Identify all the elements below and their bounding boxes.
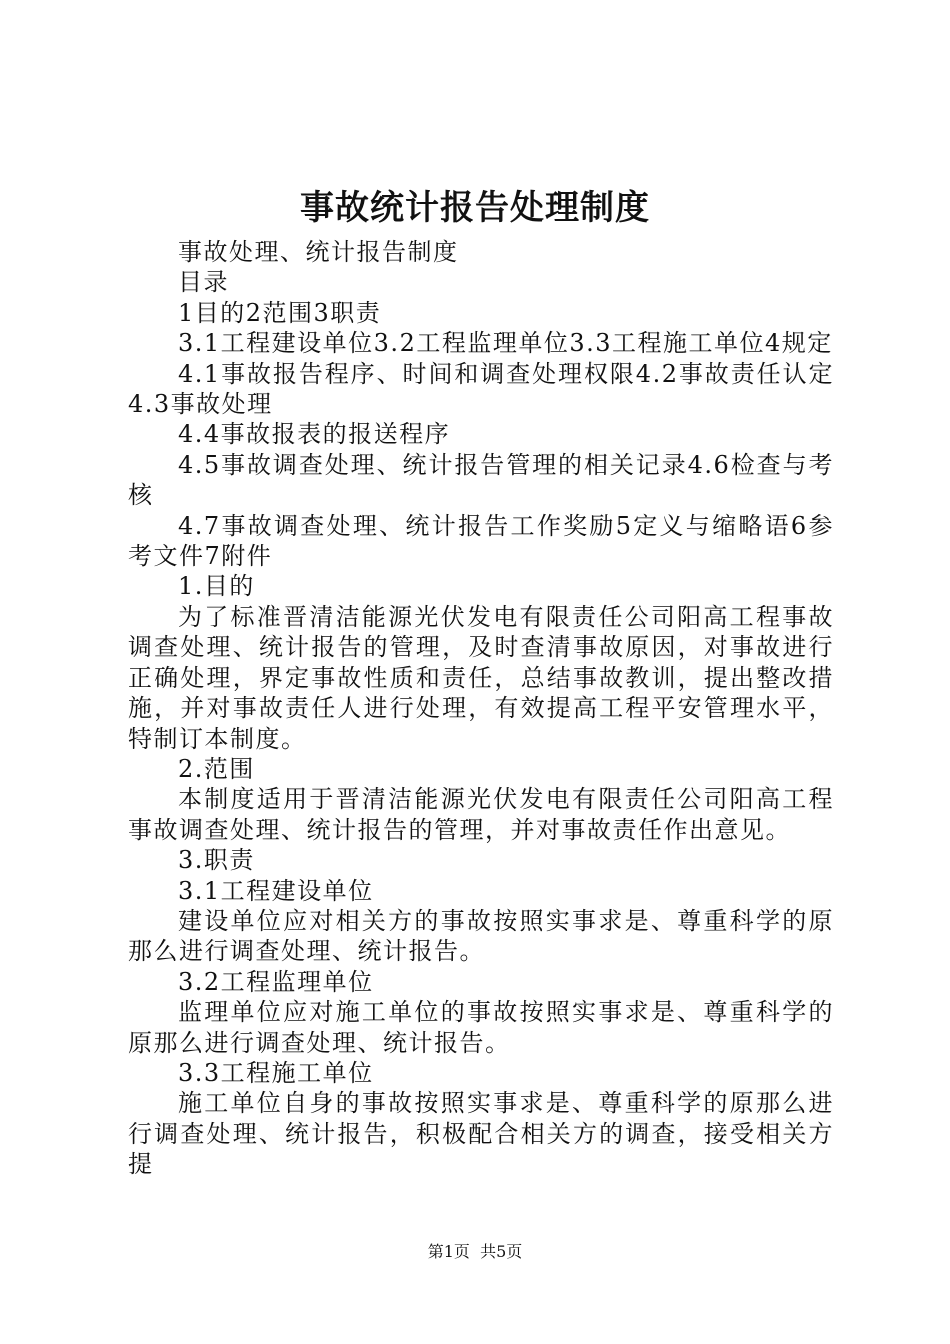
page-footer bbox=[0, 1241, 950, 1263]
document-title: 事故统计报告处理制度 bbox=[300, 188, 650, 228]
paragraph: 目录 bbox=[178, 268, 229, 297]
paragraph: 本制度适用于晋清洁能源光伏发电有限责任公司阳高工程事故调查处理、统计报告的管理，并对事故责任作出意见。 bbox=[128, 785, 834, 844]
document-body bbox=[128, 237, 834, 1180]
paragraph: 1目的2范围3职责 bbox=[178, 298, 382, 327]
paragraph: 4.4事故报表的报送程序 bbox=[178, 420, 451, 449]
paragraph: 建设单位应对相关方的事故按照实事求是、尊重科学的原那么进行调查处理、统计报告。 bbox=[128, 906, 834, 966]
paragraph: 监理单位应对施工单位的事故按照实事求是、尊重科学的原那么进行调查处理、统计报告。 bbox=[128, 998, 834, 1057]
section-heading: 2.范围 bbox=[178, 754, 255, 783]
paragraph: 4.1事故报告程序、时间和调查处理权限4.2事故责任认定4.3事故处理 bbox=[128, 359, 834, 419]
section-heading: 3.职责 bbox=[178, 846, 255, 875]
subsection-heading: 3.2工程监理单位 bbox=[178, 967, 374, 996]
subsection-heading: 3.3工程施工单位 bbox=[178, 1058, 374, 1087]
page-number-label: 第1页 共5页 bbox=[427, 1242, 523, 1261]
paragraph: 为了标准晋清洁能源光伏发电有限责任公司阳高工程事故调查处理、统计报告的管理，及时查清事故原因，对事故进行正确处理，界定事故性质和责任，总结事故教训，提出整改措施，并对事故责任人进行处理，有效提高工程平安管理水平，特制订本制度。 bbox=[128, 602, 834, 753]
paragraph: 3.1工程建设单位3.2工程监理单位3.3工程施工单位4规定 bbox=[178, 329, 833, 358]
section-heading: 1.目的 bbox=[178, 572, 255, 601]
paragraph: 4.5事故调查处理、统计报告管理的相关记录4.6检查与考核 bbox=[128, 450, 834, 510]
paragraph: 4.7事故调查处理、统计报告工作奖励5定义与缩略语6参考文件7附件 bbox=[128, 511, 834, 571]
paragraph: 事故处理、统计报告制度 bbox=[178, 238, 459, 266]
paragraph: 施工单位自身的事故按照实事求是、尊重科学的原那么进行调查处理、统计报告，积极配合相关方的调查，接受相关方提 bbox=[128, 1089, 834, 1179]
subsection-heading: 3.1工程建设单位 bbox=[178, 876, 374, 905]
